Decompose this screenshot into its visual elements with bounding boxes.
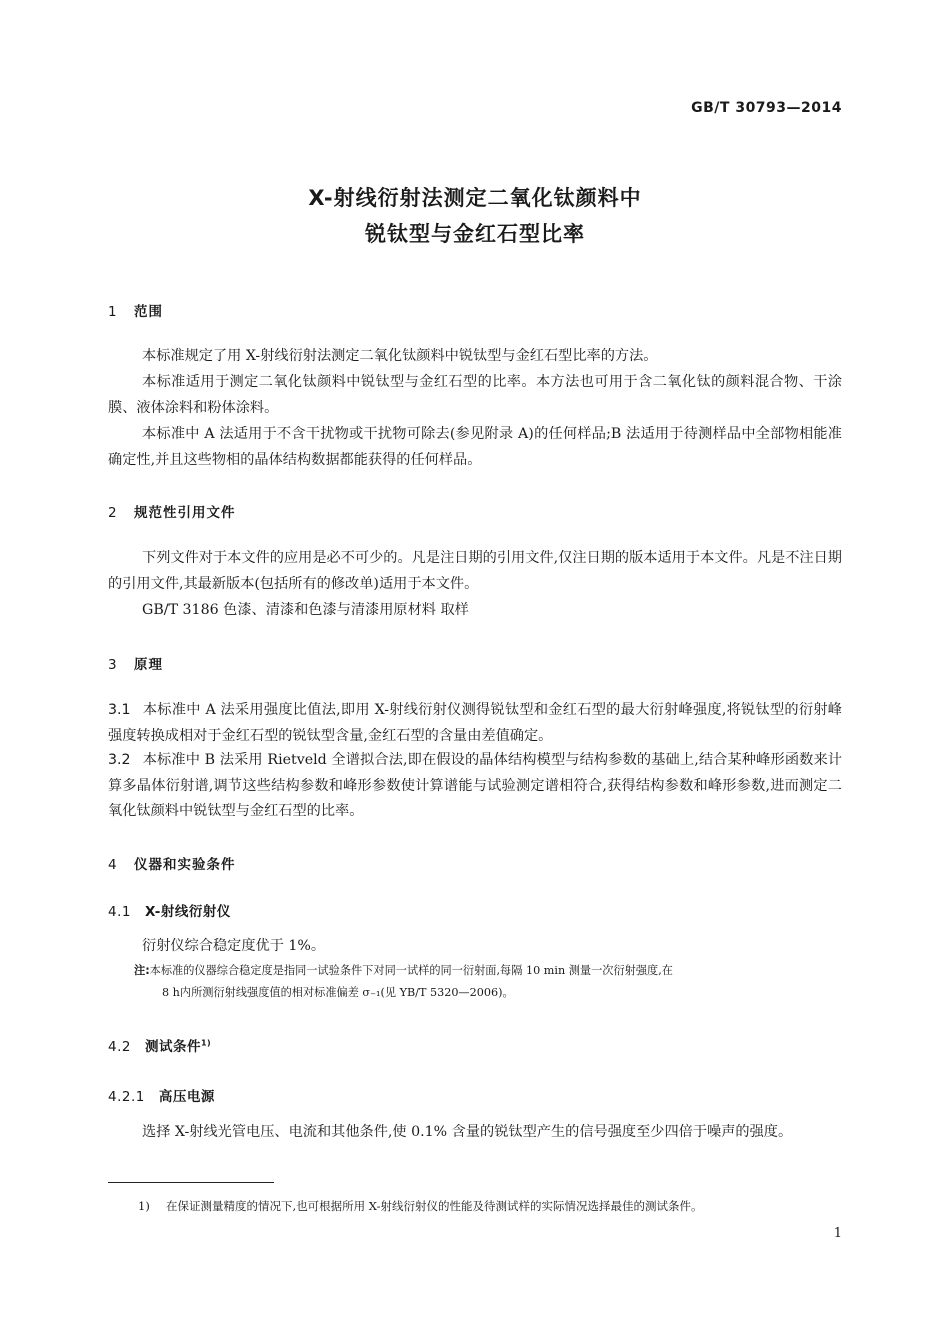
document-title: [0, 180, 950, 252]
standard-code: GB/T 30793—2014: [691, 100, 842, 116]
section-1-paragraph-3: 本标准中 A 法适用于不含干扰物或干扰物可除去(参见附录 A)的任何样品;B 法适用于待测样品中全部物相能准确定性,并且这些物相的晶体结构数据都能获得的任何样品。: [108, 426, 842, 468]
subsection-title: X-射线衍射仪: [144, 904, 231, 920]
subsection-4-1-heading: [108, 900, 231, 920]
section-1-heading: [108, 300, 163, 320]
subsection-title: 测试条件: [144, 1039, 201, 1055]
subsection-4-2-heading: [108, 1035, 211, 1055]
clause-3-1: [108, 698, 842, 749]
subsection-number: 4.1: [108, 904, 131, 920]
section-2-paragraph-1: 下列文件对于本文件的应用是必不可少的。凡是注日期的引用文件,仅注日期的版本适用于本文件。凡是不注日期的引用文件,其最新版本(包括所有的修改单)适用于本文件。: [108, 550, 842, 592]
section-number: 3: [108, 657, 118, 673]
subsection-4-2-1-heading: [108, 1085, 215, 1105]
instrument-note: [134, 960, 842, 1004]
note-line-2: 8 h内所测衍射线强度值的相对标准偏差 σ₋₁(见 YB/T 5320—2006)。: [162, 986, 514, 999]
clause-3-2: [108, 748, 842, 825]
section-title: 范围: [134, 304, 163, 320]
footnote-text: 在保证测量精度的情况下,也可根据所用 X-射线衍射仪的性能及待测试样的实际情况选择最佳的测试条件。: [166, 1199, 703, 1213]
clause-number: 3.2: [108, 752, 131, 768]
footnote: [138, 1198, 702, 1214]
normative-reference: GB/T 3186 色漆、清漆和色漆与清漆用原材料 取样: [142, 602, 469, 618]
section-title: 仪器和实验条件: [134, 857, 236, 873]
subsection-4-1-paragraph: 衍射仪综合稳定度优于 1%。: [142, 938, 326, 954]
footnote-reference[interactable]: 1): [200, 1038, 212, 1048]
subsection-number: 4.2.1: [108, 1089, 145, 1105]
section-1-paragraph-1: 本标准规定了用 X-射线衍射法测定二氧化钛颜料中锐钛型与金红石型比率的方法。: [142, 348, 658, 364]
clause-text: 本标准中 B 法采用 Rietveld 全谱拟合法,即在假设的晶体结构模型与结构参数的基础上,结合某种峰形函数来计算多晶体衍射谱,调节这些结构参数和峰形参数使计算谱能与试验测定谱相符合,获得结构参数和峰形参数,进而测定二氧化钛颜料中锐钛型与金红石型的比率。: [108, 752, 842, 819]
title-line-2: 锐钛型与金红石型比率: [365, 222, 585, 246]
section-4-heading: [108, 853, 236, 873]
page-number: 1: [833, 1226, 842, 1241]
section-number: 4: [108, 857, 118, 873]
title-line-1: X-射线衍射法测定二氧化钛颜料中: [308, 186, 642, 210]
section-3-heading: [108, 653, 163, 673]
footnote-divider: [108, 1182, 274, 1183]
section-1-paragraph-2: 本标准适用于测定二氧化钛颜料中锐钛型与金红石型的比率。本方法也可用于含二氧化钛的颜料混合物、干涂膜、液体涂料和粉体涂料。: [108, 374, 842, 416]
section-number: 1: [108, 304, 118, 320]
clause-text: 本标准中 A 法采用强度比值法,即用 X-射线衍射仪测得锐钛型和金红石型的最大衍射峰强度,将锐钛型的衍射峰强度转换成相对于金红石型的锐钛型含量,金红石型的含量由差值确定。: [108, 702, 842, 744]
section-title: 规范性引用文件: [134, 505, 236, 521]
subsection-title: 高压电源: [158, 1089, 215, 1105]
section-title: 原理: [134, 657, 163, 673]
section-number: 2: [108, 505, 118, 521]
note-line-1: 本标准的仪器综合稳定度是指同一试验条件下对同一试样的同一衍射面,每隔 10 min 测量一次衍射强度,在: [149, 964, 673, 977]
note-label: 注:: [134, 964, 150, 977]
footnote-mark: 1): [138, 1199, 150, 1213]
subsection-4-2-1-paragraph: 选择 X-射线光管电压、电流和其他条件,使 0.1% 含量的锐钛型产生的信号强度至少四倍于噪声的强度。: [142, 1124, 793, 1140]
subsection-number: 4.2: [108, 1039, 131, 1055]
section-2-heading: [108, 501, 236, 521]
clause-number: 3.1: [108, 702, 131, 718]
